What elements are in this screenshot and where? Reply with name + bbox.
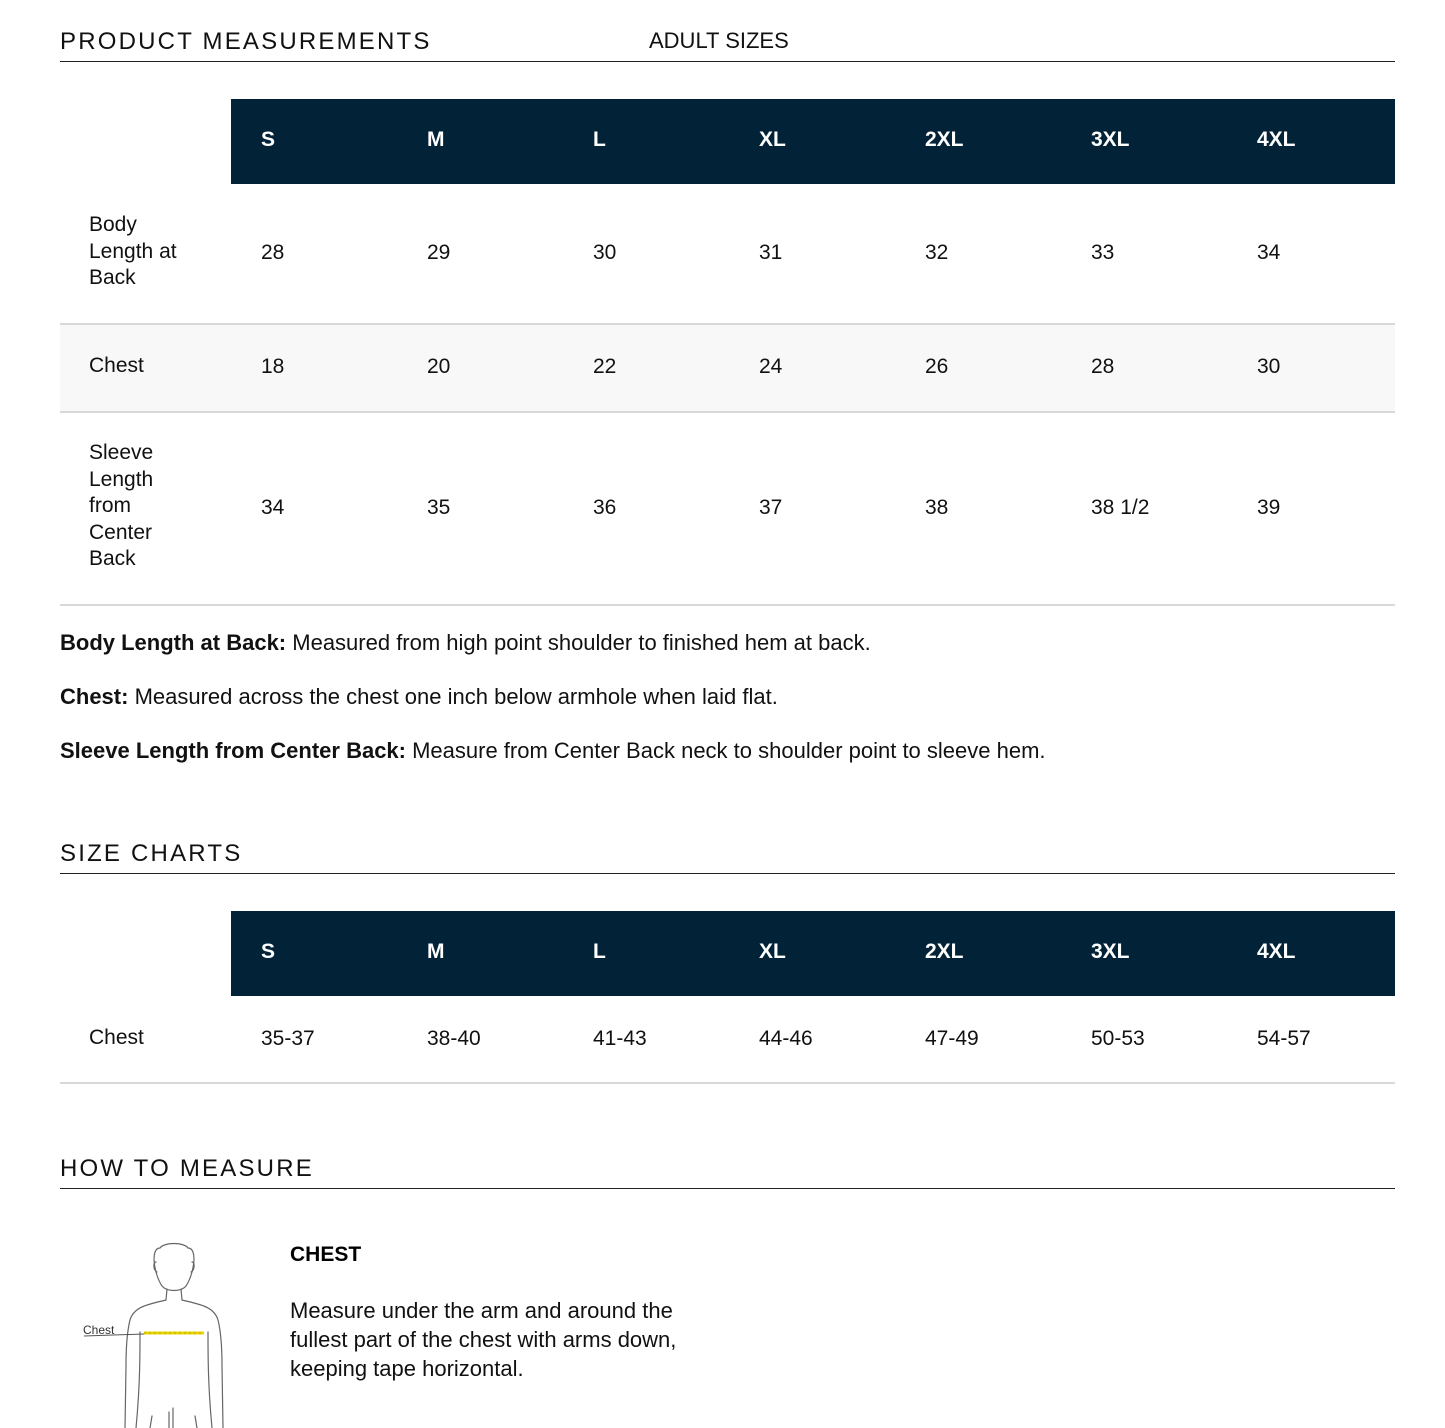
product-measurements-title: PRODUCT MEASUREMENTS bbox=[60, 28, 432, 55]
size-header-s: S bbox=[261, 128, 276, 151]
table-cell: 30 bbox=[593, 241, 617, 264]
how-to-item-text: Measure under the arm and around the fullest part of the chest with arms down, keeping tape horizontal. bbox=[290, 1298, 677, 1381]
definition-term: Body Length at Back: bbox=[60, 630, 287, 655]
definition-term: Sleeve Length from Center Back: bbox=[60, 738, 406, 763]
table-cell: 35 bbox=[427, 496, 451, 519]
size-header-4xl: 4XL bbox=[1257, 128, 1296, 151]
table-cell: 20 bbox=[427, 355, 451, 378]
table-cell: 22 bbox=[593, 355, 617, 378]
table-cell: 29 bbox=[427, 241, 451, 264]
adult-sizes-subtitle: ADULT SIZES bbox=[649, 28, 789, 53]
size-charts-title: SIZE CHARTS bbox=[60, 840, 243, 867]
table-cell: 38 bbox=[925, 496, 949, 519]
table-cell: 18 bbox=[261, 355, 285, 378]
size-header-2xl: 2XL bbox=[925, 940, 964, 963]
row-label-sleeve-length: Sleeve Length from Center Back bbox=[89, 441, 154, 570]
table-header-bar bbox=[231, 99, 1395, 184]
definition-body-length bbox=[60, 632, 871, 654]
table-cell: 34 bbox=[261, 496, 285, 519]
section-divider bbox=[60, 873, 1395, 874]
table-cell: 38 1/2 bbox=[1091, 496, 1150, 519]
definition-text: Measured across the chest one inch below armhole when laid flat. bbox=[128, 684, 778, 709]
row-label-chest: Chest bbox=[89, 354, 144, 377]
definition-text: Measured from high point shoulder to finished hem at back. bbox=[286, 630, 871, 655]
size-header-m: M bbox=[427, 940, 445, 963]
table-cell: 30 bbox=[1257, 355, 1281, 378]
table-cell: 24 bbox=[759, 355, 783, 378]
definition-term: Chest: bbox=[60, 684, 129, 709]
size-header-s: S bbox=[261, 940, 276, 963]
size-header-l: L bbox=[593, 128, 606, 151]
how-to-measure-title: HOW TO MEASURE bbox=[60, 1155, 314, 1182]
table-cell: 31 bbox=[759, 241, 783, 264]
table-header-bar bbox=[231, 911, 1395, 996]
section-divider bbox=[60, 1188, 1395, 1189]
row-divider bbox=[60, 604, 1395, 606]
table-cell: 32 bbox=[925, 241, 949, 264]
row-label-chest: Chest bbox=[89, 1026, 144, 1049]
body-chest-measure-figure bbox=[70, 1236, 240, 1428]
table-cell: 28 bbox=[1091, 355, 1115, 378]
row-label-body-length: Body Length at Back bbox=[89, 213, 177, 289]
size-header-xl: XL bbox=[759, 940, 786, 963]
table-cell: 37 bbox=[759, 496, 783, 519]
table-cell: 35-37 bbox=[261, 1027, 315, 1050]
row-divider bbox=[60, 1082, 1395, 1084]
table-cell: 44-46 bbox=[759, 1027, 813, 1050]
table-cell: 36 bbox=[593, 496, 617, 519]
table-cell: 39 bbox=[1257, 496, 1281, 519]
size-header-4xl: 4XL bbox=[1257, 940, 1296, 963]
size-header-2xl: 2XL bbox=[925, 128, 964, 151]
figure-chest-label: Chest bbox=[83, 1323, 115, 1337]
definition-sleeve-length bbox=[60, 740, 1046, 762]
table-cell: 26 bbox=[925, 355, 949, 378]
table-cell: 50-53 bbox=[1091, 1027, 1145, 1050]
definition-text: Measure from Center Back neck to shoulder point to sleeve hem. bbox=[405, 738, 1046, 763]
size-header-xl: XL bbox=[759, 128, 786, 151]
size-header-m: M bbox=[427, 128, 445, 151]
how-to-item-title: CHEST bbox=[290, 1243, 362, 1266]
section-divider bbox=[60, 61, 1395, 62]
table-cell: 28 bbox=[261, 241, 285, 264]
table-cell: 33 bbox=[1091, 241, 1115, 264]
definition-chest bbox=[60, 686, 778, 708]
table-cell: 38-40 bbox=[427, 1027, 481, 1050]
row-divider bbox=[60, 411, 1395, 413]
table-cell: 47-49 bbox=[925, 1027, 979, 1050]
size-header-3xl: 3XL bbox=[1091, 940, 1130, 963]
table-cell: 34 bbox=[1257, 241, 1281, 264]
table-cell: 41-43 bbox=[593, 1027, 647, 1050]
size-header-l: L bbox=[593, 940, 606, 963]
size-header-3xl: 3XL bbox=[1091, 128, 1130, 151]
table-cell: 54-57 bbox=[1257, 1027, 1311, 1050]
